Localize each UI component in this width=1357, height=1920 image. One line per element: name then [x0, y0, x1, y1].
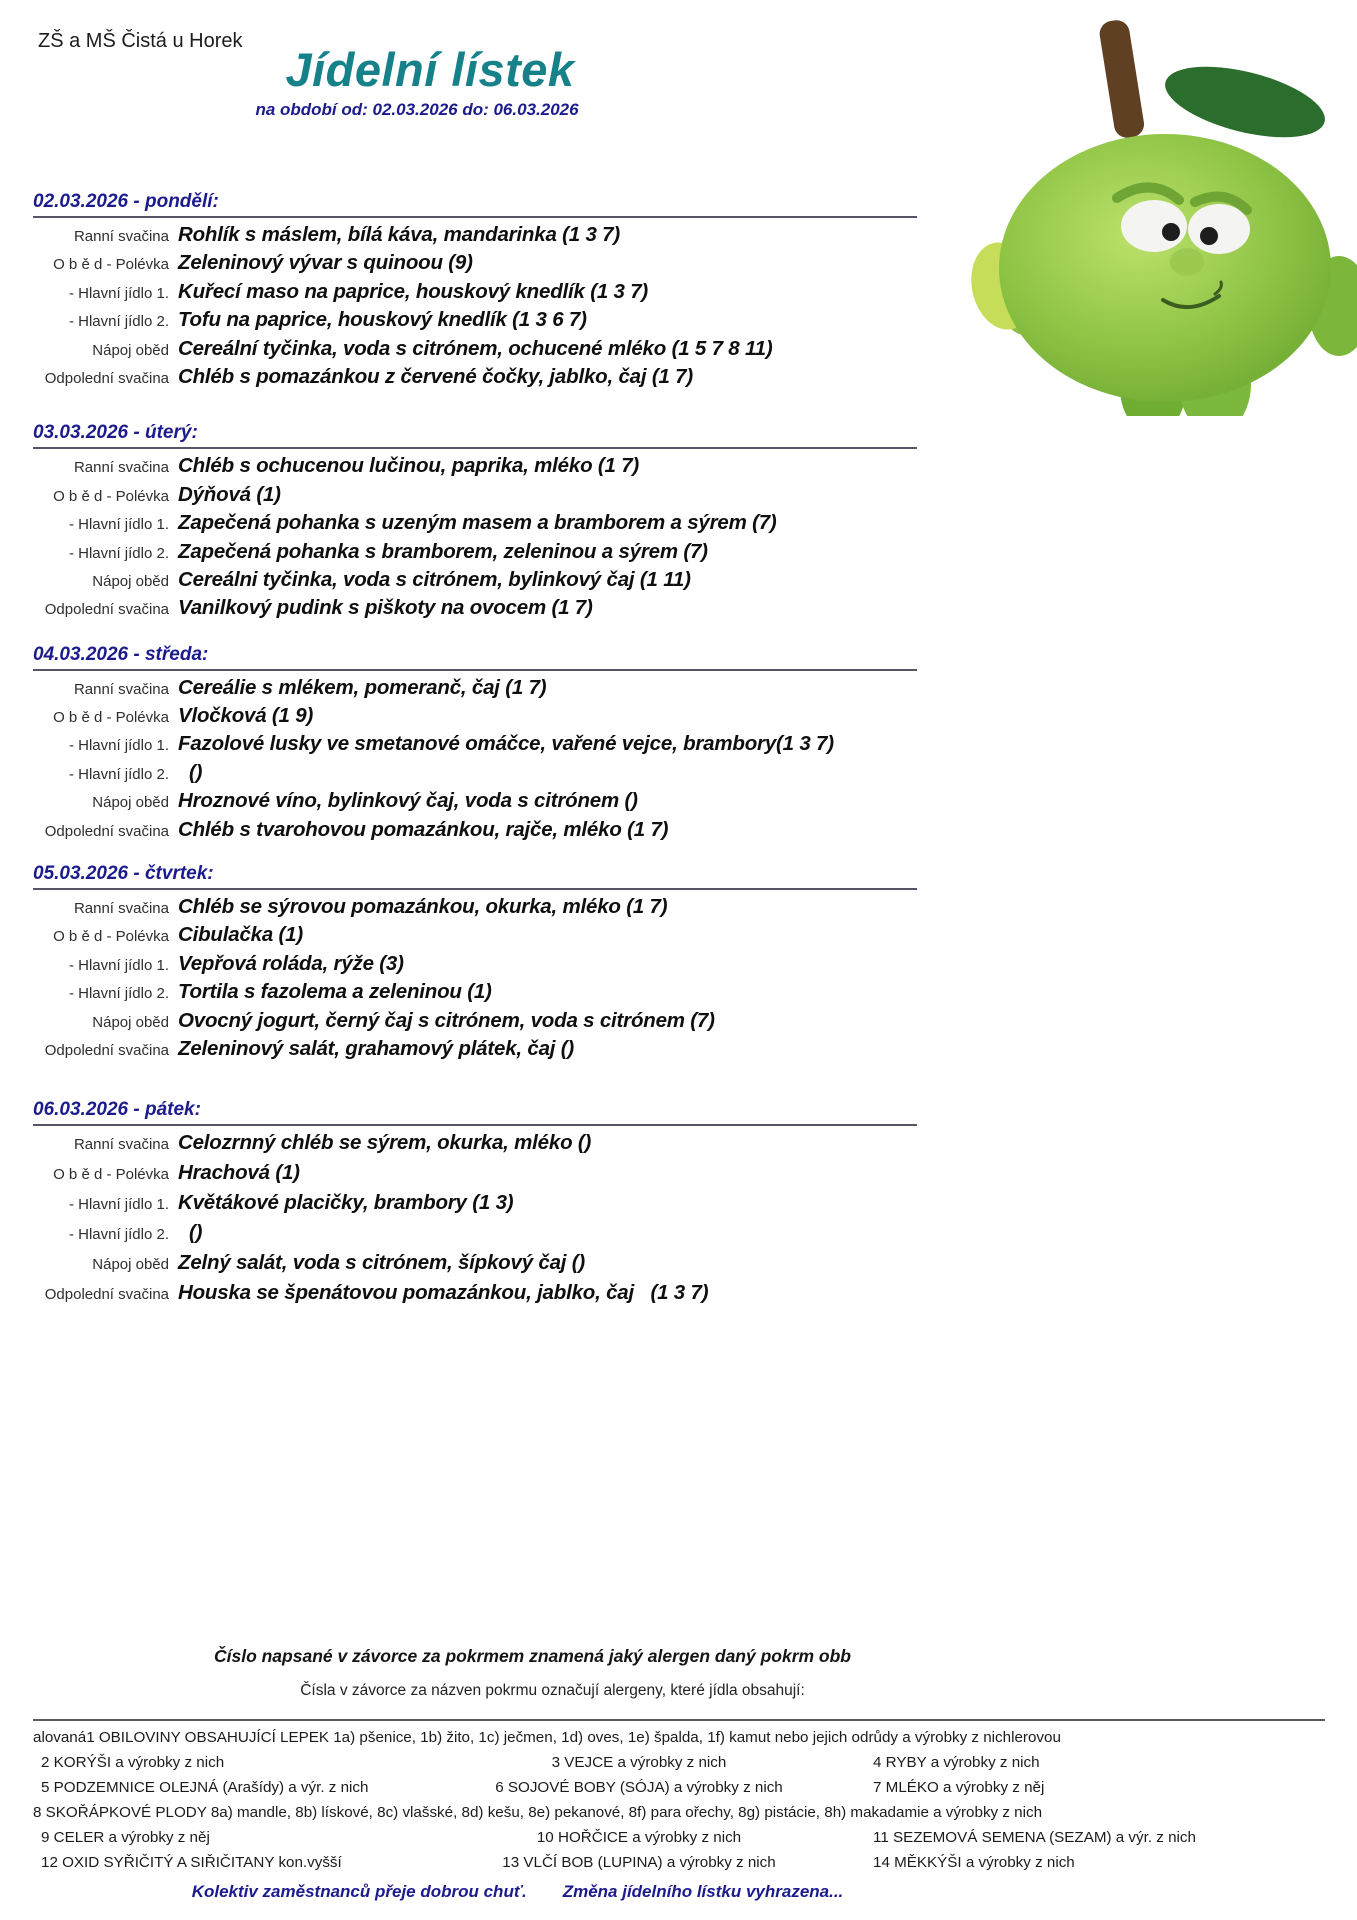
- meal-label: Nápoj oběd: [92, 794, 169, 812]
- meal-value: Tortila s fazolema a zeleninou (1): [178, 980, 492, 1004]
- meal-value: Zeleninový salát, grahamový plátek, čaj (): [178, 1036, 575, 1060]
- meal-value: Rohlík s máslem, bílá káva, mandarinka (1 3 7): [178, 223, 621, 246]
- allergen-row-nuts: 8 SKOŘÁPKOVÉ PLODY 8a) mandle, 8b) lískové, 8c) vlašské, 8d) kešu, 8e) pekanové, 8f) para ořechy, 8g) pistácie, 8h) makadamie a výrobky z nich: [33, 1804, 1043, 1821]
- meal-value: Dýňová (1): [178, 482, 281, 506]
- allergen-cell: 10 HOŘČICE a výrobky z nich: [536, 1829, 742, 1846]
- meal-label: Ranní svačina: [73, 900, 169, 918]
- meal-value: Hrachová (1): [178, 1161, 300, 1185]
- meal-label: - Hlavní jídlo 1.: [68, 516, 169, 534]
- meal-label: Odpolední svačina: [44, 1041, 169, 1059]
- meal-label: - Hlavní jídlo 2.: [68, 765, 169, 783]
- meal-value: (): [178, 760, 203, 784]
- meal-value: Chléb s pomazánkou z červené čočky, jablko, čaj (1 7): [178, 364, 694, 388]
- page-title: Jídelní lístek: [285, 43, 575, 96]
- meal-label: Nápoj oběd: [92, 1013, 169, 1031]
- meal-row: [33, 308, 1325, 336]
- day-divider: [33, 216, 917, 218]
- meal-row: [33, 789, 1325, 817]
- meal-row: [33, 704, 1325, 732]
- meal-label: - Hlavní jídlo 2.: [68, 1226, 169, 1244]
- meal-value: Cereálni tyčinka, voda s citrónem, bylinkový čaj (1 11): [178, 567, 691, 591]
- day-divider: [33, 669, 917, 671]
- meal-label: Odpolední svačina: [44, 369, 169, 387]
- meal-label: - Hlavní jídlo 2.: [68, 544, 169, 562]
- meal-label: Odpolední svačina: [44, 1286, 169, 1304]
- meal-row: [33, 1221, 1325, 1251]
- meal-row: [33, 454, 1325, 482]
- meal-row: [33, 761, 1325, 789]
- allergen-cell: 9 CELER a výrobky z něj: [41, 1829, 210, 1846]
- meal-label: Nápoj oběd: [92, 341, 169, 359]
- allergen-table: [33, 1719, 1325, 1875]
- meal-label: Ranní svačina: [73, 1136, 169, 1154]
- meal-value: Tofu na paprice, houskový knedlík (1 3 6 7): [178, 308, 587, 332]
- allergen-cell: 12 OXID SYŘIČITÝ A SIŘIČITANY kon.vyšší: [41, 1854, 342, 1871]
- meal-value: Vanilkový pudink s piškoty na ovocem (1 7): [178, 596, 593, 620]
- day-section-tuesday: [33, 421, 1325, 624]
- meal-label: Odpolední svačina: [44, 822, 169, 840]
- meal-row: [33, 337, 1325, 365]
- day-date: 03.03.2026 - úterý:: [33, 422, 198, 444]
- meal-label: Ranní svačina: [73, 228, 169, 245]
- meal-label: O b ě d - Polévka: [53, 487, 169, 505]
- meal-value: Ovocný jogurt, černý čaj s citrónem, voda s citrónem (7): [178, 1008, 715, 1032]
- meal-row: [33, 1037, 1325, 1065]
- meal-value: Hroznové víno, bylinkový čaj, voda s citrónem (): [178, 789, 638, 813]
- apple-stem: [1098, 18, 1146, 139]
- meal-value: Celozrnný chléb se sýrem, okurka, mléko (): [178, 1131, 592, 1155]
- meal-value: Zeleninový vývar s quinoou (9): [178, 251, 473, 275]
- footer-wish-text: Kolektiv zaměstnanců přeje dobrou chuť.: [191, 1882, 527, 1901]
- meal-label: - Hlavní jídlo 2.: [68, 985, 169, 1003]
- meal-value: Zelný salát, voda s citrónem, šípkový čaj (): [178, 1251, 586, 1275]
- meal-row: [33, 1161, 1325, 1191]
- meal-row: [33, 895, 1325, 923]
- allergen-cell: 14 MĚKKÝŠI a výrobky z nich: [873, 1854, 1075, 1871]
- meal-label: - Hlavní jídlo 2.: [68, 313, 169, 331]
- footer-note: [0, 1882, 1035, 1902]
- meal-label: O b ě d - Polévka: [53, 709, 169, 727]
- meal-row: [33, 568, 1325, 596]
- meal-row: [33, 732, 1325, 760]
- meal-value: Vepřová roláda, rýže (3): [178, 951, 404, 975]
- meal-row: [33, 1131, 1325, 1161]
- allergen-cell: 5 PODZEMNICE OLEJNÁ (Arašídy) a výr. z nich: [41, 1779, 369, 1796]
- meal-label: Ranní svačina: [73, 459, 169, 477]
- meal-label: - Hlavní jídlo 1.: [68, 1196, 169, 1214]
- meal-row: [33, 818, 1325, 846]
- meal-value: Květákové placičky, brambory (1 3): [178, 1191, 514, 1215]
- allergen-row: [33, 1750, 1325, 1775]
- meal-value: (): [178, 1221, 203, 1245]
- meal-value: Vločková (1 9): [178, 704, 314, 728]
- meal-row: [33, 280, 1325, 308]
- meal-value: Chléb s tvarohovou pomazánkou, rajče, mléko (1 7): [178, 817, 669, 841]
- day-section-wednesday: [33, 643, 1325, 846]
- meal-value: Zapečená pohanka s bramborem, zeleninou a sýrem (7): [178, 539, 708, 563]
- meal-row: [33, 365, 1325, 393]
- meal-value: Fazolové lusky ve smetanové omáčce, vařené vejce, brambory(1 3 7): [178, 732, 834, 756]
- meal-value: Cibulačka (1): [178, 923, 303, 947]
- day-divider: [33, 1124, 917, 1126]
- meal-value: Zapečená pohanka s uzeným masem a bramborem a sýrem (7): [178, 511, 777, 535]
- meal-row: [33, 952, 1325, 980]
- day-section-monday: [33, 190, 1325, 393]
- meal-row: [33, 223, 1325, 251]
- footer-disclaimer-text: Změna jídelního lístku vyhrazena...: [562, 1882, 844, 1901]
- day-divider: [33, 888, 917, 890]
- allergen-note-subheading: Čísla v závorce za názven pokrmu označují alergeny, které jídla obsahují:: [300, 1682, 805, 1699]
- allergen-row: [33, 1825, 1325, 1850]
- meal-label: Nápoj oběd: [92, 1256, 169, 1274]
- day-section-thursday: [33, 862, 1325, 1065]
- meal-label: - Hlavní jídlo 1.: [68, 956, 169, 974]
- meal-row: [33, 1009, 1325, 1037]
- meal-label: Nápoj oběd: [92, 572, 169, 590]
- meal-value: Houska se špenátovou pomazánkou, jablko, čaj (1 3 7): [178, 1281, 709, 1305]
- meal-label: - Hlavní jídlo 1.: [68, 284, 169, 302]
- day-date: 02.03.2026 - pondělí:: [33, 191, 219, 212]
- allergen-row-gluten: alovaná1 OBILOVINY OBSAHUJÍCÍ LEPEK 1a) pšenice, 1b) žito, 1c) ječmen, 1d) oves, 1e) špalda, 1f) kamut nebo jejich odrůdy a výrobky z nichlerovou: [33, 1729, 1061, 1746]
- meal-label: O b ě d - Polévka: [53, 256, 169, 274]
- day-date: 05.03.2026 - čtvrtek:: [33, 863, 214, 885]
- allergen-cell: 7 MLÉKO a výrobky z něj: [873, 1779, 1045, 1796]
- school-name: ZŠ a MŠ Čistá u Horek: [38, 30, 243, 52]
- day-date: 06.03.2026 - pátek:: [33, 1099, 201, 1121]
- meal-row: [33, 251, 1325, 279]
- allergen-cell: 11 SEZEMOVÁ SEMENA (SEZAM) a výr. z nich: [873, 1829, 1196, 1846]
- allergen-note-heading: Číslo napsané v závorce za pokrmem znamená jaký alergen daný pokrm obb: [213, 1646, 852, 1666]
- menu-period: na období od: 02.03.2026 do: 06.03.2026: [255, 100, 579, 119]
- allergen-row: [33, 1850, 1325, 1875]
- meal-label: Odpolední svačina: [44, 601, 169, 619]
- allergen-cell: 3 VEJCE a výrobky z nich: [551, 1754, 727, 1771]
- meal-label: Ranní svačina: [73, 680, 169, 698]
- meal-value: Cereálie s mlékem, pomeranč, čaj (1 7): [178, 675, 547, 699]
- meal-row: [33, 676, 1325, 704]
- allergen-row: [33, 1775, 1325, 1800]
- day-date: 04.03.2026 - středa:: [33, 643, 209, 665]
- meal-value: Kuřecí maso na paprice, houskový knedlík (1 3 7): [178, 279, 649, 303]
- meal-label: - Hlavní jídlo 1.: [68, 737, 169, 755]
- allergen-cell: 6 SOJOVÉ BOBY (SÓJA) a výrobky z nich: [495, 1779, 783, 1796]
- meal-value: Chléb s ochucenou lučinou, paprika, mléko (1 7): [178, 454, 640, 478]
- meal-label: O b ě d - Polévka: [53, 1166, 169, 1184]
- meal-row: [33, 596, 1325, 624]
- meal-row: [33, 923, 1325, 951]
- day-section-friday: [33, 1098, 1325, 1311]
- allergen-cell: 2 KORÝŠI a výrobky z nich: [41, 1754, 225, 1771]
- meal-label: O b ě d - Polévka: [53, 928, 169, 946]
- meal-row: [33, 483, 1325, 511]
- meal-row: [33, 540, 1325, 568]
- allergen-cell: 4 RYBY a výrobky z nich: [873, 1754, 1040, 1771]
- day-divider: [33, 447, 917, 449]
- meal-row: [33, 980, 1325, 1008]
- allergen-cell: 13 VLČÍ BOB (LUPINA) a výrobky z nich: [502, 1854, 776, 1871]
- meal-row: [33, 511, 1325, 539]
- meal-value: Cereální tyčinka, voda s citrónem, ochucené mléko (1 5 7 8 11): [178, 336, 773, 360]
- meal-row: [33, 1251, 1325, 1281]
- meal-value: Chléb se sýrovou pomazánkou, okurka, mléko (1 7): [178, 895, 668, 919]
- meal-row: [33, 1281, 1325, 1311]
- meal-row: [33, 1191, 1325, 1221]
- menu-days: [33, 190, 1325, 1311]
